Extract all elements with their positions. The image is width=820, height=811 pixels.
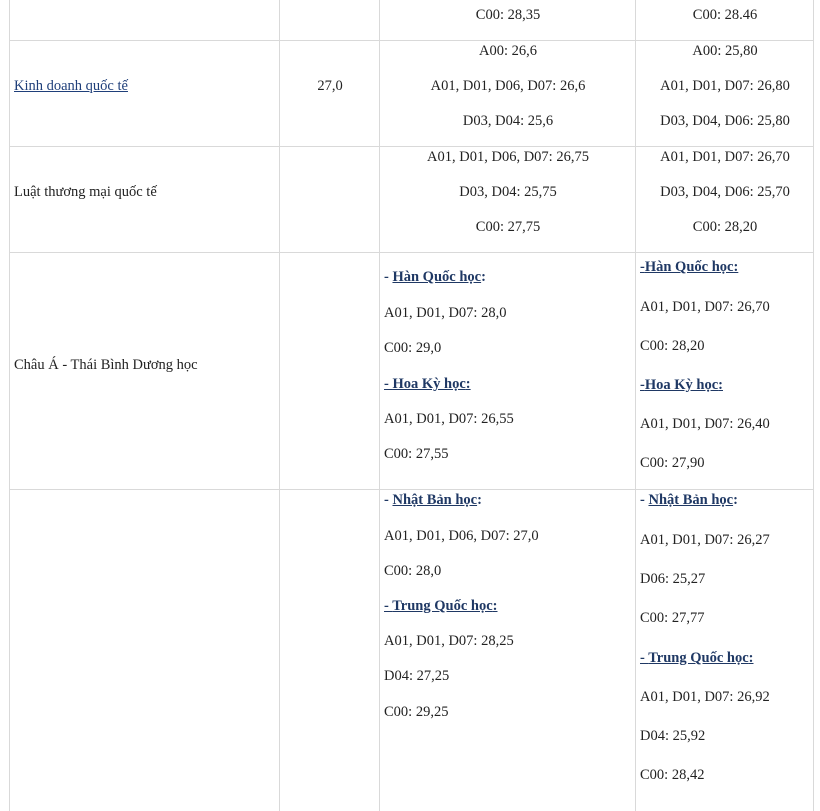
score-line: D06: 25,27 <box>640 571 706 587</box>
score-value: 27,0 <box>317 78 343 94</box>
column-divider <box>9 0 10 811</box>
subgroup-heading: - Trung Quốc học: <box>384 598 498 614</box>
score-line: A01, D01, D07: 26,40 <box>640 416 770 432</box>
score-line: C00: 28,42 <box>640 767 705 783</box>
score-line: C00: 27,55 <box>384 446 449 462</box>
score-line: A01, D01, D06, D07: 27,0 <box>384 528 539 544</box>
score-line: C00: 28,20 <box>692 219 758 235</box>
subgroup-heading: - Nhật Bản học: <box>384 492 482 508</box>
score-line: A01, D01, D07: 28,25 <box>384 633 514 649</box>
subgroup-heading: -Hàn Quốc học: <box>640 259 739 275</box>
row-divider <box>9 146 814 147</box>
score-line: A01, D01, D07: 28,0 <box>384 305 507 321</box>
subgroup-heading: -Hoa Kỳ học: <box>640 377 723 393</box>
score-line: D03, D04: 25,6 <box>462 113 554 129</box>
column-divider <box>379 0 380 811</box>
score-line: A01, D01, D07: 26,70 <box>640 299 770 315</box>
subgroup-heading: - Hoa Kỳ học: <box>384 376 471 392</box>
score-line: A01, D01, D07: 26,27 <box>640 532 770 548</box>
score-line: A01, D01, D06, D07: 26,6 <box>430 78 586 94</box>
subgroup-heading: - Hàn Quốc học: <box>384 269 486 285</box>
score-line: C00: 27,75 <box>475 219 541 235</box>
major-link-kinh-doanh-quoc-te[interactable]: Kinh doanh quốc tế <box>14 78 128 94</box>
score-line: A01, D01, D06, D07: 26,75 <box>427 149 589 165</box>
major-name: Luật thương mại quốc tế <box>14 184 157 200</box>
score-line: C00: 27,77 <box>640 610 705 626</box>
score-line: D03, D04: 25,75 <box>459 184 557 200</box>
score-line: C00: 29,0 <box>384 340 442 356</box>
score-line: D04: 27,25 <box>384 668 450 684</box>
score-line: C00: 28,35 <box>475 7 541 23</box>
score-line: A01, D01, D07: 26,92 <box>640 689 770 705</box>
column-divider <box>813 0 814 811</box>
row-divider <box>9 252 814 253</box>
score-line: A01, D01, D07: 26,80 <box>660 78 790 94</box>
score-line: A01, D01, D07: 26,70 <box>660 149 790 165</box>
row-divider <box>9 40 814 41</box>
score-line: A00: 25,80 <box>692 43 758 59</box>
score-line: C00: 28.46 <box>692 7 758 23</box>
score-line: A01, D01, D07: 26,55 <box>384 411 514 427</box>
score-line: A00: 26,6 <box>479 43 537 59</box>
score-line: D04: 25,92 <box>640 728 706 744</box>
column-divider <box>635 0 636 811</box>
column-divider <box>279 0 280 811</box>
row-divider <box>9 489 814 490</box>
score-line: C00: 29,25 <box>384 704 449 720</box>
score-line: D03, D04, D06: 25,80 <box>660 113 790 129</box>
score-line: C00: 28,0 <box>384 563 442 579</box>
subgroup-heading: - Trung Quốc học: <box>640 650 754 666</box>
score-line: C00: 27,90 <box>640 455 705 471</box>
score-line: C00: 28,20 <box>640 338 705 354</box>
subgroup-heading: - Nhật Bản học: <box>640 492 738 508</box>
major-name: Châu Á - Thái Bình Dương học <box>14 357 198 373</box>
score-line: D03, D04, D06: 25,70 <box>660 184 790 200</box>
